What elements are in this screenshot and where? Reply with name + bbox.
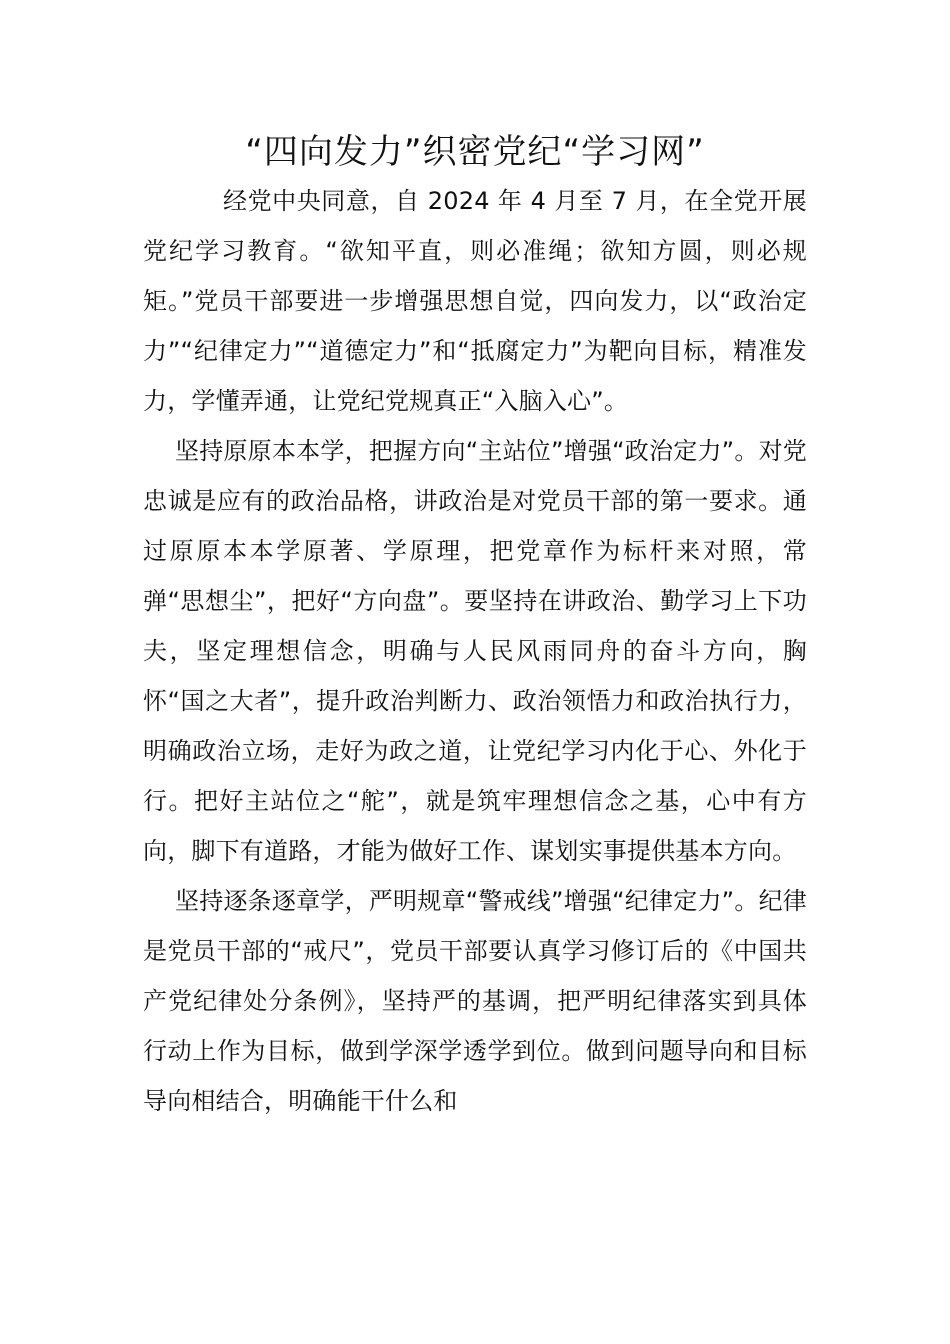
paragraph-intro: 经党中央同意，自 2024 年 4 月至 7 月，在全党开展党纪学习教育。“欲知平直，则必准绳；欲知方圆，则必规矩。”党员干部要进一步增强思想自觉，四向发力，以“政治定力”“纪律定力”“道德定力”和“抵腐定力”为靶向目标，精准发力，学懂弄通，让党纪党规真正“入脑入心”。 <box>143 187 807 415</box>
document-body <box>143 176 807 1126</box>
paragraph-political-stability: 坚持原原本本学，把握方向“主站位”增强“政治定力”。对党忠诚是应有的政治品格，讲政治是对党员干部的第一要求。通过原原本本学原著、学原理，把党章作为标杆来对照，常弹“思想尘”，把好“方向盘”。要坚持在讲政治、勤学习上下功夫，坚定理想信念，明确与人民风雨同舟的奋斗方向，胸怀“国之大者”，提升政治判断力、政治领悟力和政治执行力，明确政治立场，走好为政之道，让党纪学习内化于心、外化于行。把好主站位之“舵”，就是筑牢理想信念之基，心中有方向，脚下有道路，才能为做好工作、谋划实事提供基本方向。 <box>143 437 807 865</box>
paragraph-discipline-stability: 坚持逐条逐章学，严明规章“警戒线”增强“纪律定力”。纪律是党员干部的“戒尺”，党员干部要认真学习修订后的《中国共产党纪律处分条例》，坚持严的基调，把严明纪律落实到具体行动上作为目标，做到学深学透学到位。做到问题导向和目标导向相结合，明确能干什么和 <box>143 887 807 1115</box>
document-title: “四向发力”织密党纪“学习网” <box>245 132 705 172</box>
